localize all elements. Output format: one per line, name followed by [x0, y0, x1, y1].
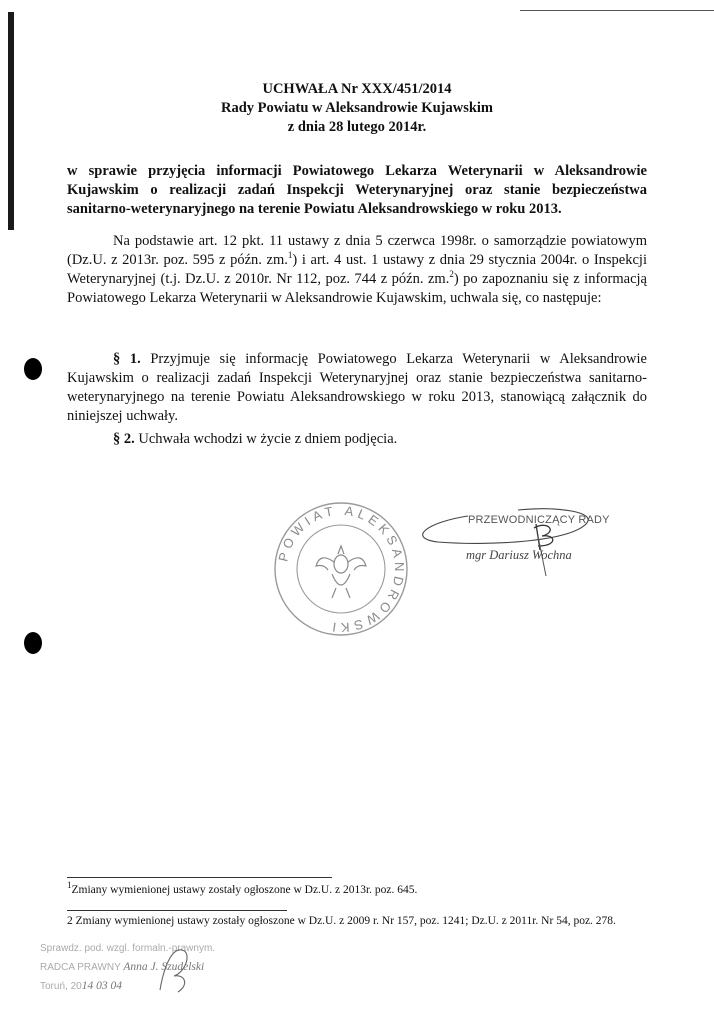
verification-initials	[120, 936, 220, 996]
punch-hole-bottom	[24, 632, 42, 654]
council-name: Rady Powiatu w Aleksandrowie Kujawskim	[220, 100, 494, 116]
verification-line-1: Sprawdz. pod. wzgl. formaln.-prawnym.	[40, 943, 216, 954]
footnote-separator-2	[67, 910, 287, 911]
section-2-text: Uchwała wchodzi w życie z dniem podjęcia.	[134, 431, 398, 447]
verification-signature: Anna J. Szudelski	[123, 961, 205, 973]
chairman-name: mgr Dariusz Wochna	[466, 548, 572, 562]
top-edge-rule	[520, 10, 714, 11]
legal-basis-text-2: ) i art. 4 ust. 1 ustawy z dnia 29 stycznia 2004r. o Inspekcji Weterynaryjnej (t.j. Dz.U. z 2010r. Nr 112, poz. 744 z późn. zm.	[67, 252, 647, 287]
footnote-ref-2: 2	[449, 269, 454, 280]
legal-basis-paragraph	[67, 232, 647, 308]
punch-hole-top	[24, 358, 42, 380]
document-header	[0, 80, 714, 137]
svg-text:POWIAT ALEKSANDROWSKI: POWIAT ALEKSANDROWSKI	[275, 502, 408, 636]
section-1-text: Przyjmuje się informację Powiatowego Lekarza Weterynarii w Aleksandrowie Kujawskim o realizacji zadań Inspekcji Weterynaryjnej oraz stanie bezpieczeństwa sanitarno-weterynaryjnego na terenie Powiatu Aleksandrowskiego w roku 2013, stanowiącą załącznik do niniejszej uchwały.	[67, 351, 647, 424]
chairman-title: PRZEWODNICZĄCY RADY	[468, 514, 610, 526]
resolution-subject: w sprawie przyjęcia informacji Powiatowego Lekarza Weterynarii w Aleksandrowie Kujawskim o realizacji zadań Inspekcji Weterynaryjnej oraz stanie bezpieczeństwa sanitarno-weterynaryjnego na terenie Powiatu Aleksandrowskiego w roku 2013.	[67, 163, 647, 217]
resolution-date: z dnia 28 lutego 2014r.	[287, 119, 427, 135]
section-1-label: § 1.	[113, 351, 141, 367]
verification-place: Toruń, 20	[40, 981, 82, 992]
resolution-number: UCHWAŁA Nr XXX/451/2014	[262, 81, 452, 97]
chairman-signature	[408, 488, 608, 578]
footnote-separator-1	[67, 877, 332, 878]
county-seal-stamp	[272, 500, 410, 638]
footnote-1	[67, 880, 418, 897]
legal-basis-text-3: ) po zapoznaniu się z informacją Powiatowego Lekarza Weterynarii w Aleksandrowie Kujawskim, uchwala się, co następuje:	[67, 271, 647, 306]
footnote-ref-1: 1	[287, 250, 293, 261]
verification-date: 14 03 04	[81, 980, 122, 992]
footnote-1-mark: 1	[67, 880, 72, 891]
section-1-paragraph	[67, 350, 647, 426]
section-2-label: § 2.	[113, 431, 135, 447]
footnote-1-text: Zmiany wymienionej ustawy zostały ogłoszone w Dz.U. z 2013r. poz. 645.	[71, 884, 418, 896]
section-2-paragraph	[67, 430, 647, 449]
legal-basis-text-1: Na podstawie art. 12 pkt. 11 ustawy z dnia 5 czerwca 1998r. o samorządzie powiatowym (Dz.U. z 2013r. poz. 595 z późn. zm.	[67, 233, 647, 268]
footnote-2: 2 Zmiany wymienionej ustawy zostały ogłoszone w Dz.U. z 2009 r. Nr 157, poz. 1241; Dz.U. z 2011r. Nr 54, poz. 278.	[67, 915, 616, 927]
verification-role: RADCA PRAWNY	[40, 962, 121, 973]
